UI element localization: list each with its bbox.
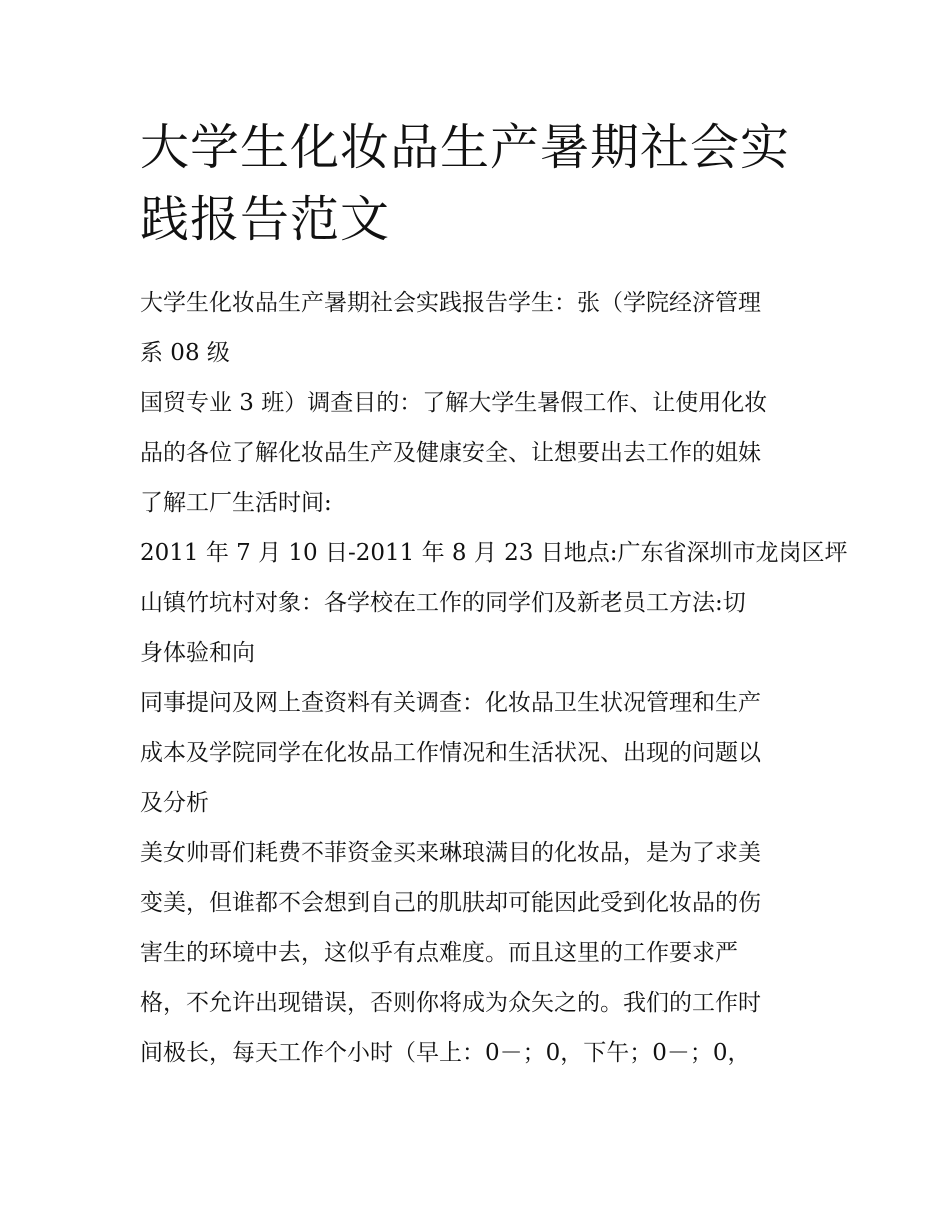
title-line: 大学生化妆品生产暑期社会实 [140,119,791,176]
body-line: 同事提问及网上查资料有关调查：化妆品卫生状况管理和生产 [140,690,761,716]
body-line: 2011 年 7 月 10 日-2011 年 8 月 23 日地点:广东省深圳市龙岗区坪 [140,540,848,566]
body-line: 及分析 [140,790,209,816]
body-line: 害生的环境中去，这似乎有点难度。而且这里的工作要求严 [140,940,738,966]
body-line: 山镇竹坑村对象：各学校在工作的同学们及新老员工方法:切 [140,590,746,616]
body-line: 格，不允许出现错误，否则你将成为众矢之的。我们的工作时 [140,990,761,1016]
document-body [140,278,848,1078]
body-line: 了解工厂生活时间: [140,490,332,516]
body-line: 变美，但谁都不会想到自己的肌肤却可能因此受到化妆品的伤 [140,890,761,916]
document-title [140,112,820,256]
body-line: 大学生化妆品生产暑期社会实践报告学生：张（学院经济管理 [140,290,761,316]
body-line: 成本及学院同学在化妆品工作情况和生活状况、出现的问题以 [140,740,761,766]
body-line: 美女帅哥们耗费不菲资金买来琳琅满目的化妆品，是为了求美 [140,840,761,866]
title-line: 践报告范文 [140,191,391,248]
body-line: 国贸专业 3 班）调查目的：了解大学生暑假工作、让使用化妆 [140,390,768,416]
body-line: 系 08 级 [140,340,230,366]
body-line: 身体验和向 [140,640,255,666]
body-line: 品的各位了解化妆品生产及健康安全、让想要出去工作的姐妹 [140,440,761,466]
body-line: 间极长，每天工作个小时（早上：0－；0，下午；0－；0， [140,1040,751,1066]
